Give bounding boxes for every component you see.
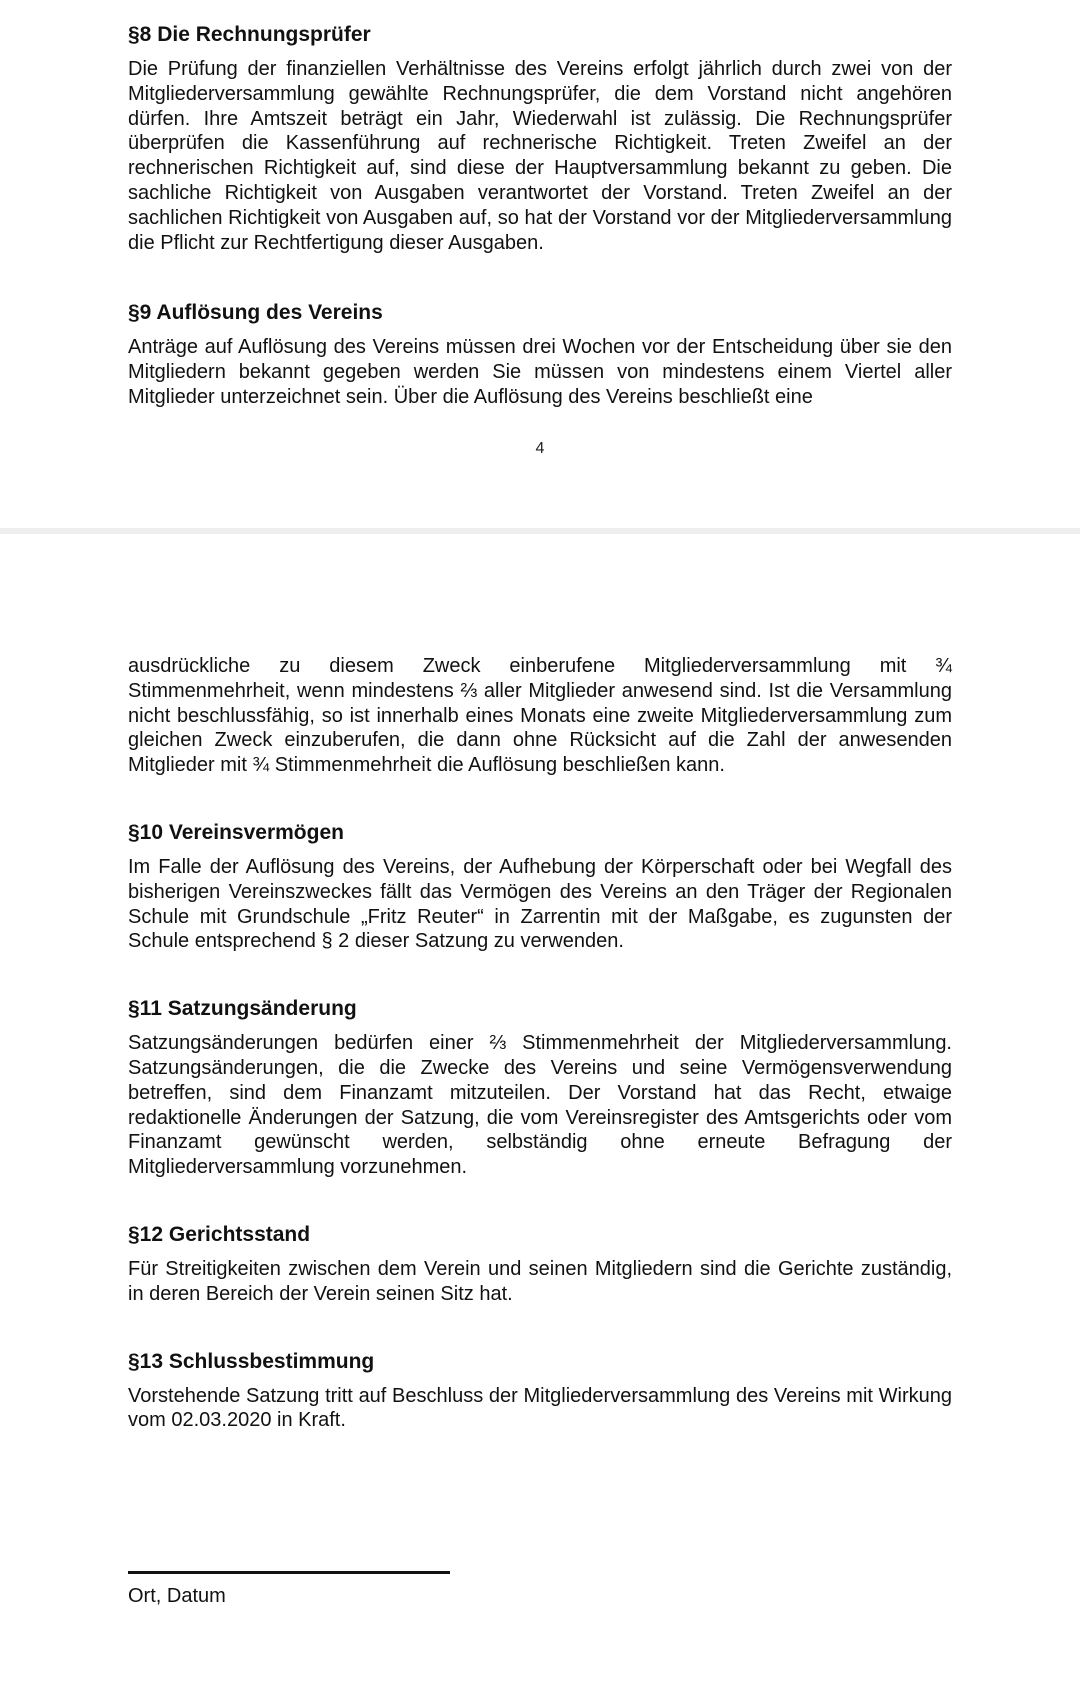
document-page-4 (0, 0, 1080, 528)
signature-line (128, 1571, 450, 1574)
section-spacer (128, 954, 952, 996)
section-12-paragraph: Für Streitigkeiten zwischen dem Verein und seinen Mitgliedern sind die Gerichte zuständig, in deren Bereich der Verein seinen Sitz hat. (128, 1257, 952, 1305)
signature-label: Ort, Datum (128, 1585, 226, 1607)
section-spacer (128, 255, 952, 300)
section-spacer (128, 1307, 952, 1349)
section-12-heading: §12 Gerichtsstand (128, 1222, 311, 1246)
document-page-5 (0, 534, 1080, 1695)
section-11-heading: §11 Satzungsänderung (128, 997, 357, 1021)
section-9-continuation: ausdrückliche zu diesem Zweck einberufene Mitgliederversammlung mit ¾ Stimmenmehrheit, wenn mindestens ⅔ aller Mitglieder anwesend sind. Ist die Versammlung nicht beschlussfähig, so ist innerhalb eines Monats eine zweite Mitgliederversammlung zum gleichen Zweck einzuberufen, die dann ohne Rücksicht auf die Zahl der anwesenden Mitglieder mit ¾ Stimmenmehrheit die Auflösung beschließen kann. (128, 655, 952, 777)
page-content (128, 22, 952, 410)
section-13-paragraph: Vorstehende Satzung tritt auf Beschluss der Mitgliederversammlung des Vereins mit Wirkung vom 02.03.2020 in Kraft. (128, 1384, 952, 1432)
section-13-heading: §13 Schlussbestimmung (128, 1349, 375, 1373)
section-8-heading: §8 Die Rechnungsprüfer (128, 23, 371, 46)
section-10-paragraph: Im Falle der Auflösung des Vereins, der Aufhebung der Körperschaft oder bei Wegfall des bisherigen Vereinszweckes fällt das Vermögen des Vereins an den Träger der Regionalen Schule mit Grundschule „Fritz Reuter“ in Zarrentin mit der Maßgabe, es zugunsten der Schule entsprechend § 2 dieser Satzung zu verwenden. (128, 855, 952, 953)
page-content (128, 654, 952, 1433)
section-spacer (128, 778, 952, 820)
page-number: 4 (535, 440, 545, 457)
section-spacer (128, 1180, 952, 1222)
section-9-paragraph: Anträge auf Auflösung des Vereins müssen drei Wochen vor der Entscheidung über sie den Mitgliedern bekannt gegeben werden Sie müssen von mindestens einem Viertel aller Mitglieder unterzeichnet sein. Über die Auflösung des Vereins beschließt eine (128, 336, 952, 408)
section-8-paragraph: Die Prüfung der finanziellen Verhältnisse des Vereins erfolgt jährlich durch zwei von der Mitgliederversammlung gewählte Rechnungsprüfer, die dem Vorstand nicht angehören dürfen. Ihre Amtszeit beträgt ein Jahr, Wiederwahl ist zulässig. Die Rechnungsprüfer überprüfen die Kassenführung auf rechnerische Richtigkeit. Treten Zweifel an der rechnerischen Richtigkeit auf, sind diese der Hauptversammlung bekannt zu geben. Die sachliche Richtigkeit von Ausgaben verantwortet der Vorstand. Treten Zweifel an der sachlichen Richtigkeit von Ausgaben auf, so hat der Vorstand vor der Mitgliederversammlung die Pflicht zur Rechtfertigung dieser Ausgaben. (128, 58, 952, 254)
section-9-heading: §9 Auflösung des Vereins (128, 301, 383, 325)
section-11-paragraph: Satzungsänderungen bedürfen einer ⅔ Stimmenmehrheit der Mitgliederversammlung. Satzungsänderungen, die die Zwecke des Vereins und seine Vermögensverwendung betreffen, sind dem Finanzamt mitzuteilen. Der Vorstand hat das Recht, etwaige redaktionelle Änderungen der Satzung, die vom Vereinsregister des Amtsgerichts oder vom Finanzamt gewünscht werden, selbständig ohne erneute Befragung der Mitgliederversammlung vorzunehmen. (128, 1032, 952, 1179)
section-10-heading: §10 Vereinsvermögen (128, 820, 344, 844)
